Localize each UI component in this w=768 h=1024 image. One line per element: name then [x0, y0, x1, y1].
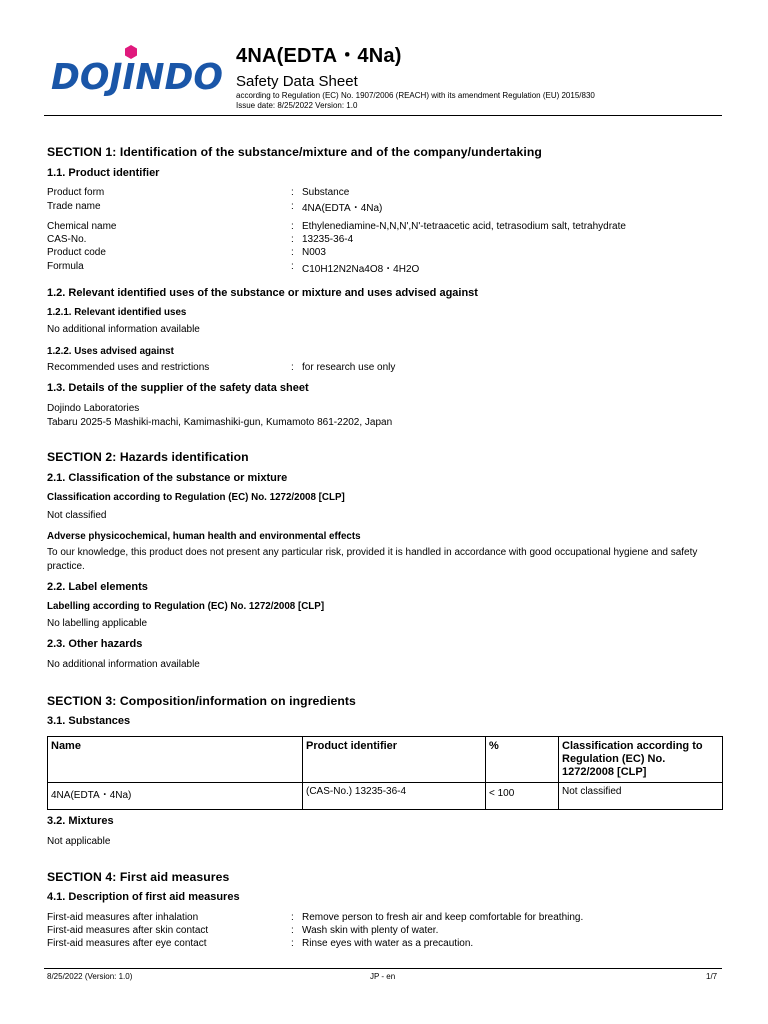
adverse-effects-heading: Adverse physicochemical, human health and environmental effects — [47, 531, 361, 542]
cell-product-identifier: (CAS-No.) 13235-36-4 — [303, 783, 486, 810]
cell-classification: Not classified — [559, 783, 723, 810]
subsection-4-1-heading: 4.1. Description of first aid measures — [47, 891, 240, 903]
table-row — [48, 783, 723, 810]
supplier-name: Dojindo Laboratories — [47, 403, 140, 414]
subsection-1-2-1-heading: 1.2.1. Relevant identified uses — [47, 307, 187, 318]
product-code-row: Product code : N003 — [47, 247, 326, 258]
section-1-heading: SECTION 1: Identification of the substance/mixture and of the company/undertaking — [47, 145, 542, 159]
clp-classification-text: Not classified — [47, 510, 107, 521]
substances-table — [47, 736, 723, 810]
first-aid-inhalation-row: First-aid measures after inhalation : Remove person to fresh air and keep comfortable for breathing. — [47, 912, 584, 923]
field-value: 4NA(EDTA・4Na) — [302, 203, 383, 214]
header-divider — [44, 115, 722, 116]
section-4-heading: SECTION 4: First aid measures — [47, 870, 230, 884]
document-subtitle: Safety Data Sheet — [236, 73, 358, 90]
column-header-classification: Classification according to Regulation (EC) No. 1272/2008 [CLP] — [559, 737, 723, 783]
logo-wordmark: DOJINDO — [51, 57, 223, 98]
mixtures-text: Not applicable — [47, 836, 111, 847]
field-label: Formula — [47, 261, 84, 272]
section-2-heading: SECTION 2: Hazards identification — [47, 450, 249, 464]
labelling-text: No labelling applicable — [47, 618, 148, 629]
field-value: Substance — [302, 187, 350, 198]
subsection-2-2-heading: 2.2. Label elements — [47, 581, 148, 593]
first-aid-eye-row: First-aid measures after eye contact : Rinse eyes with water as a precaution. — [47, 938, 474, 949]
subsection-1-3-heading: 1.3. Details of the supplier of the safety data sheet — [47, 382, 309, 394]
footer-divider — [44, 968, 722, 969]
subsection-3-1-heading: 3.1. Substances — [47, 715, 131, 727]
field-value: Wash skin with plenty of water. — [302, 925, 439, 936]
cas-number-row: CAS-No. : 13235-36-4 — [47, 234, 354, 245]
field-value: C10H12N2Na4O8・4H2O — [302, 264, 420, 275]
labelling-heading: Labelling according to Regulation (EC) No. 1272/2008 [CLP] — [47, 601, 325, 612]
trade-name-row: Trade name : 4NA(EDTA・4Na) — [47, 201, 383, 214]
subsection-2-3-heading: 2.3. Other hazards — [47, 638, 143, 650]
cell-percent: < 100 — [486, 783, 559, 810]
field-value: N003 — [302, 247, 326, 258]
section-3-heading: SECTION 3: Composition/information on ingredients — [47, 694, 356, 708]
field-label: Chemical name — [47, 221, 117, 232]
field-label: First-aid measures after skin contact — [47, 925, 209, 936]
supplier-address: Tabaru 2025-5 Mashiki-machi, Kamimashiki-gun, Kumamoto 861-2202, Japan — [47, 417, 393, 428]
field-label: Product form — [47, 187, 105, 198]
adverse-effects-text: To our knowledge, this product does not present any particular risk, provided it is handled in accordance with good occupational hygiene and safety practice. — [47, 547, 698, 572]
document-header — [236, 44, 595, 110]
column-header-product-identifier: Product identifier — [303, 737, 486, 783]
field-label: First-aid measures after eye contact — [47, 938, 207, 949]
page-number: 1/7 — [706, 972, 718, 981]
subsection-1-1-heading: 1.1. Product identifier — [47, 167, 160, 179]
field-value: 13235-36-4 — [302, 234, 354, 245]
column-header-name: Name — [48, 737, 303, 783]
footer-date-version: 8/25/2022 (Version: 1.0) — [47, 972, 133, 981]
subsection-2-1-heading: 2.1. Classification of the substance or mixture — [47, 472, 288, 484]
field-value: Ethylenediamine-N,N,N',N'-tetraacetic acid, tetrasodium salt, tetrahydrate — [302, 221, 626, 232]
field-value: for research use only — [302, 362, 396, 373]
company-logo — [49, 42, 227, 100]
issue-line: Issue date: 8/25/2022 Version: 1.0 — [236, 100, 358, 110]
table-header-row — [48, 737, 723, 783]
document-title: 4NA(EDTA・4Na) — [236, 45, 402, 67]
other-hazards-text: No additional information available — [47, 659, 200, 670]
identified-uses-text: No additional information available — [47, 324, 200, 335]
footer-language: JP - en — [370, 972, 396, 981]
recommended-uses-row: Recommended uses and restrictions : for research use only — [47, 362, 396, 373]
cell-name: 4NA(EDTA・4Na) — [48, 783, 303, 810]
first-aid-skin-row: First-aid measures after skin contact : Wash skin with plenty of water. — [47, 925, 439, 936]
field-label: First-aid measures after inhalation — [47, 912, 199, 923]
formula-row: Formula : C10H12N2Na4O8・4H2O — [47, 261, 420, 275]
field-value: Remove person to fresh air and keep comfortable for breathing. — [302, 912, 584, 923]
product-form-row: Product form : Substance — [47, 187, 350, 198]
subsection-1-2-heading: 1.2. Relevant identified uses of the substance or mixture and uses advised against — [47, 287, 478, 299]
clp-classification-heading: Classification according to Regulation (EC) No. 1272/2008 [CLP] — [47, 492, 345, 503]
subsection-3-2-heading: 3.2. Mixtures — [47, 815, 114, 827]
chemical-name-row: Chemical name : Ethylenediamine-N,N,N',N'-tetraacetic acid, tetrasodium salt, tetrahydrate — [47, 221, 626, 232]
field-value: Rinse eyes with water as a precaution. — [302, 938, 474, 949]
subsection-1-2-2-heading: 1.2.2. Uses advised against — [47, 346, 174, 357]
field-label: Trade name — [47, 201, 101, 212]
field-label: CAS-No. — [47, 234, 87, 245]
field-label: Recommended uses and restrictions — [47, 362, 210, 373]
column-header-percent: % — [486, 737, 559, 783]
field-label: Product code — [47, 247, 106, 258]
regulation-line: according to Regulation (EC) No. 1907/2006 (REACH) with its amendment Regulation (EU) 2015/830 — [236, 91, 595, 100]
